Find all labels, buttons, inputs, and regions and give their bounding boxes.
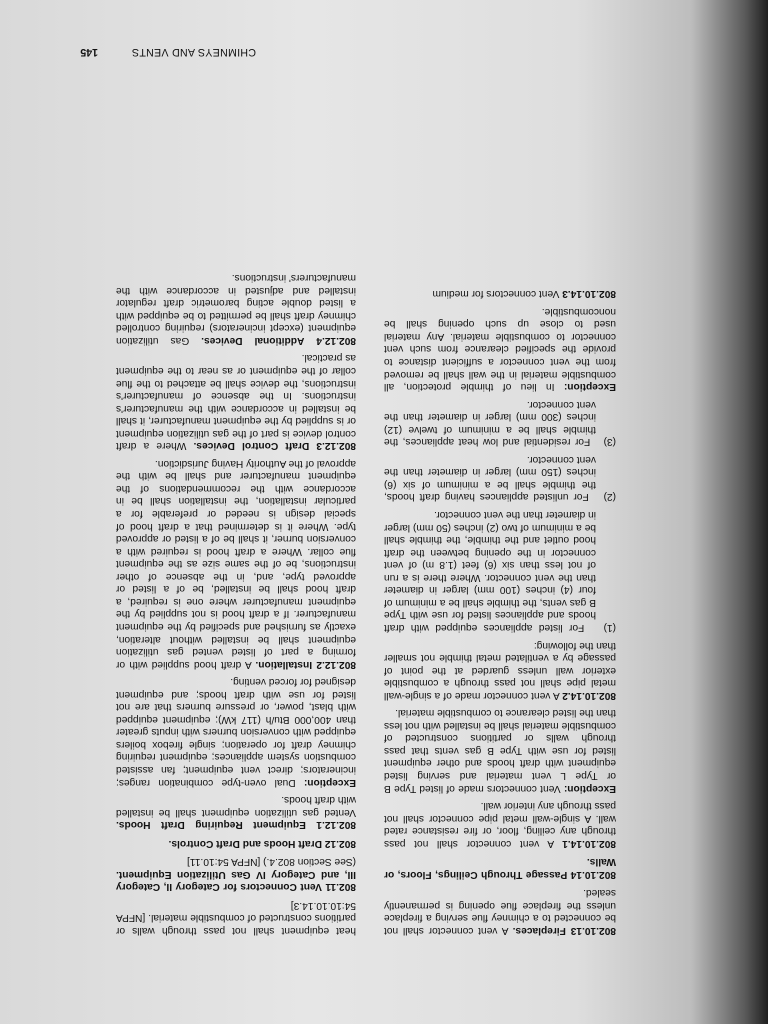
exception-802-10-14-2 — [384, 304, 616, 392]
section-text: Where a draft control device is part of the gas utilization equipment or is supplied by the equipment manufacturer, it shall be installed in accordance with the manufacturer's instructions. In the absence of manufacturer's instructions, the device shall be attached to the flue collar of the equipment or as near to the equipment as practical. — [116, 352, 356, 452]
exception-802-12-1 — [116, 675, 356, 788]
section-number: 802.10.14.1 — [562, 837, 616, 849]
section-802-12-1 — [116, 793, 356, 831]
right-column — [116, 266, 356, 936]
section-text: Vented gas utilization equipment shall be installed with draft hoods. — [116, 794, 356, 818]
list-marker: (1) — [603, 621, 616, 633]
exception-label: Exception: — [563, 381, 616, 393]
section-number: 802.10.13 — [570, 925, 616, 936]
left-column — [384, 282, 616, 936]
section-802-12-4 — [116, 271, 356, 346]
exception-text: Vent connectors made of listed Type B or Type L vent material and serving listed equipment with draft hoods and other equipment listed for use with Type B gas vents that pass through walls or partitions constructed of combustible material shall be installed with not less than the listed clearance to combustible material. — [384, 707, 616, 794]
list-text: For listed appliances equipped with draft hoods and appliances listed for use with Type B gas vents, the thimble shall be a minimum of four (4) inches (100 mm) larger in diameter than the vent connector. Where there is a run of not less than six (6) feet (1.8 m) of vent connector in the opening between the draft hood outlet and the thimble, the thimble shall be a minimum of two (2) inches (50 mm) larger in diameter than the vent connector. — [384, 509, 596, 633]
section-text: A vent connector shall not pass through any ceiling, floor, or fire resistance rated wall. A single-wall metal pipe connector shall not pass through any interior wall. — [384, 800, 616, 849]
section-text: Gas utilization equipment (except incinerators) requiring controlled chimney draft shall be permitted to be equipped with a listed double acting barometric draft regulator installed and adjusted in accordance with the manufacturers' instructions. — [116, 272, 356, 346]
section-802-11 — [116, 855, 356, 893]
section-number: 802.12.4 — [316, 334, 356, 346]
section-number: 802.12 — [324, 837, 356, 849]
section-title: Equipment Requiring Draft Hoods. — [116, 819, 306, 831]
section-number: 802.10.14.2 — [562, 689, 616, 701]
list-item-2 — [384, 452, 616, 502]
section-title: Passage Through Ceilings, Floors, or Walls. — [384, 856, 616, 880]
section-title: Installation. — [255, 658, 313, 670]
exception-label: Exception: — [563, 782, 616, 794]
section-802-10-14-1 — [384, 799, 616, 849]
running-head: CHIMNEYS AND VENTS — [131, 46, 256, 58]
exception-label: Exception: — [303, 776, 356, 788]
section-number: 802.11 — [325, 881, 356, 893]
section-802-10-14 — [384, 855, 616, 880]
section-title: Draft Hoods and Draft Controls. — [168, 837, 322, 849]
section-title: Additional Devices. — [201, 334, 305, 346]
section-number: 802.12.3 — [316, 440, 356, 452]
section-text: A vent connector shall not be connected to a chimney flue serving a fireplace unless the fireplace flue opening is permanently sealed. — [384, 887, 616, 936]
section-number: 802.12.2 — [316, 658, 356, 670]
section-802-12-3 — [116, 351, 356, 451]
exception-text: In lieu of thimble protection, all combustible material in the wall shall be removed from the vent connector a sufficient distance to provide the specified clearance from such vent connector to combustible material. Any material used to close up such opening shall be noncombustible. — [384, 305, 616, 393]
section-number: 802.12.1 — [316, 819, 356, 831]
section-title: Fireplaces. — [512, 925, 566, 936]
list-text: For unlisted appliances having draft hoods, the thimble shall be a minimum of six (6) inches (150 mm) larger in diameter than the vent connector. — [384, 453, 596, 503]
continued-text: heat equipment shall not pass through walls or partitions constructed of combustible material. [NFPA 54:10.10.14.3] — [116, 899, 356, 936]
section-title: Vent Connectors for Category II, Category III, and Category IV Gas Utilization Equipment. — [116, 868, 356, 893]
list-text: For residential and low heat appliances, the thimble shall be a minimum of twelve (12) inches (300 mm) larger in diameter than the vent connector. — [384, 398, 596, 448]
section-802-10-14-2 — [384, 638, 616, 701]
section-title: Draft Control Devices. — [193, 440, 310, 452]
page-number: 145 — [80, 46, 98, 58]
exception-802-10-14-1 — [384, 706, 616, 794]
list-marker: (2) — [603, 491, 616, 503]
section-text: Vent connectors for medium — [432, 288, 560, 300]
section-text: A draft hood supplied with or forming a part of listed vented gas utilization equipment shall be installed without alteration, exactly as furnished and specified by the equipment manufacturer. If a draft hood is not supplied by the equipment manufacturer where one is required, a draft hood shall be installed, be of a listed or approved type, and, in the absence of other instructions, be of the same size as the equipment flue collar. Where a draft hood is required with a conversion burner, it shall be of a listed or approved type. Where it is determined that a draft hood of special design is needed or preferable for a particular installation, the installation shall be in accordance with the recommendations of the equipment manufacturer and shall be with the approval of the Authority Having Jurisdiction. — [116, 457, 356, 670]
exception-text: Dual oven-type combination ranges; incinerators; direct vent equipment; fan assisted combustion system appliances; equipment requiring chimney draft for operation; single firebox boilers equipped with conversion burners with inputs greater than 400,000 Btu/h (117 kW); equipment equipped with blast, power, or pressure burners that are not listed for use with draft hoods; and equipment designed for forced venting. — [116, 676, 356, 788]
section-802-12-2 — [116, 456, 356, 669]
section-number: 802.10.14.3 — [562, 288, 616, 300]
list-item-1 — [384, 508, 616, 633]
section-802-10-14-3 — [384, 287, 616, 300]
section-802-12 — [116, 836, 356, 849]
list-marker: (3) — [603, 436, 616, 448]
section-text: (See Section 802.4.) [NFPA 54:10.11] — [187, 856, 356, 868]
section-text: A vent connector made of a single-wall metal pipe shall not pass through a combustible exterior wall unless guarded at the point of passage by a ventilated metal thimble not smaller than the following: — [384, 639, 616, 701]
section-802-10-13 — [384, 886, 616, 936]
section-number: 802.10.14 — [570, 868, 616, 880]
list-item-3 — [384, 397, 616, 447]
